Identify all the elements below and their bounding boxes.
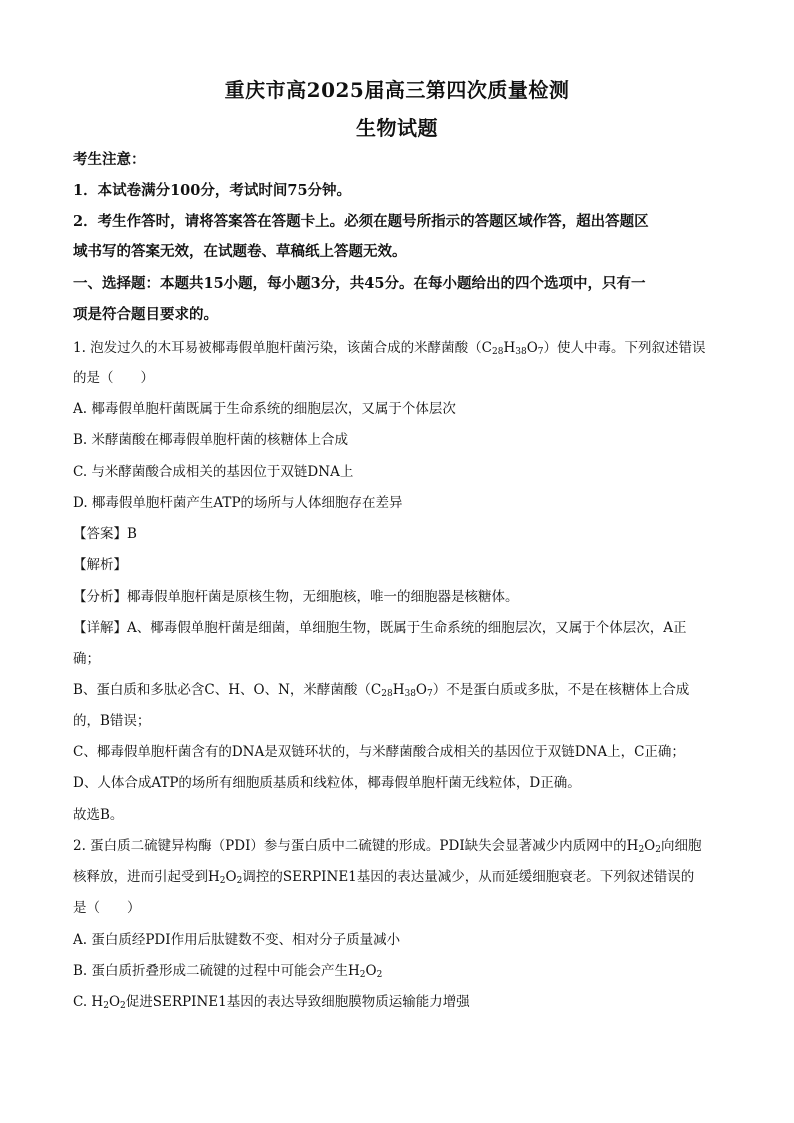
question-1-analysis-tag: 【解析】 [73, 557, 127, 573]
question-2-option-b: B. 蛋白质折叠形成二硫键的过程中可能会产生$H_2O_2$ [73, 963, 383, 980]
question-1-stem-line-2: 的是（ ） [73, 370, 154, 386]
page-subtitle: 生物试题 [356, 116, 438, 140]
question-1-option-b: B. 米酵菌酸在椰毒假单胞杆菌的核糖体上合成 [73, 432, 349, 448]
question-2-stem-line-2: 核释放，进而引起受到$H_2O_2$调控的SERPINE1基因的表达量减少，从而延缓细胞衰老。下列叙述错误的 [73, 869, 695, 886]
notice-heading: 考生注意： [73, 151, 146, 168]
question-1-xiangjie-d: D、人体合成ATP的场所有细胞质基质和线粒体，椰毒假单胞杆菌无线粒体，D正确。 [73, 775, 581, 791]
question-2-option-c: C. $H_2O_2$促进SERPINE1基因的表达导致细胞膜物质运输能力增强 [73, 994, 470, 1011]
question-1-option-c: C. 与米酵菌酸合成相关的基因位于双链DNA上 [73, 464, 354, 480]
question-2-option-a: A. 蛋白质经PDI作用后肽键数不变、相对分子质量减小 [73, 932, 401, 948]
notice-item-1: 1．本试卷满分100分，考试时间75分钟。 [73, 182, 352, 199]
question-2-stem-line-3: 是（ ） [73, 900, 141, 916]
question-1-xiangjie-b-line-2: 的，B错误； [73, 713, 151, 729]
question-1-answer: 【答案】B [73, 526, 137, 542]
question-1-fenxi: 【分析】椰毒假单胞杆菌是原核生物，无细胞核，唯一的细胞器是核糖体。 [73, 589, 519, 605]
question-1-xiangjie-a-line-1: 【详解】A、椰毒假单胞杆菌是细菌，单细胞生物，既属于生命系统的细胞层次，又属于个体层次，A正 [73, 620, 687, 636]
question-2-stem-line-1: 2. 蛋白质二硫键异构酶（PDI）参与蛋白质中二硫键的形成。PDI缺失会显著减少内质网中的$H_2O_2$向细胞 [73, 838, 702, 855]
section-heading-line-1: 一、选择题：本题共15小题，每小题3分，共45分。在每小题给出的四个选项中，只有一 [73, 275, 646, 292]
question-1-stem-line-1: 1. 泡发过久的木耳易被椰毒假单胞杆菌污染，该菌合成的米酵菌酸$(C_{28}H_{38}O_7)$使人中毒。下列叙述错误 [73, 340, 706, 357]
notice-item-2-line-2: 域书写的答案无效，在试题卷、草稿纸上答题无效。 [73, 243, 407, 260]
question-1-conclusion: 故选B。 [73, 807, 124, 823]
question-1-option-a: A. 椰毒假单胞杆菌既属于生命系统的细胞层次，又属于个体层次 [73, 401, 456, 417]
question-1-xiangjie-a-line-2: 确； [73, 651, 100, 667]
page-title: 重庆市高2025届高三第四次质量检测 [224, 78, 570, 102]
section-heading-line-2: 项是符合题目要求的。 [73, 306, 218, 323]
question-1-option-d: D. 椰毒假单胞杆菌产生ATP的场所与人体细胞存在差异 [73, 495, 403, 511]
question-1-xiangjie-c: C、椰毒假单胞杆菌含有的DNA是双链环状的，与米酵菌酸合成相关的基因位于双链DNA上，C正确； [73, 744, 685, 760]
question-1-xiangjie-b-line-1: B、蛋白质和多肽必含C、H、O、N，米酵菌酸$(C_{28}H_{38}O_7)$不是蛋白质或多肽，不是在核糖体上合成 [73, 682, 690, 699]
notice-item-2-line-1: 2．考生作答时，请将答案答在答题卡上。必须在题号所指示的答题区域作答，超出答题区 [73, 213, 649, 230]
